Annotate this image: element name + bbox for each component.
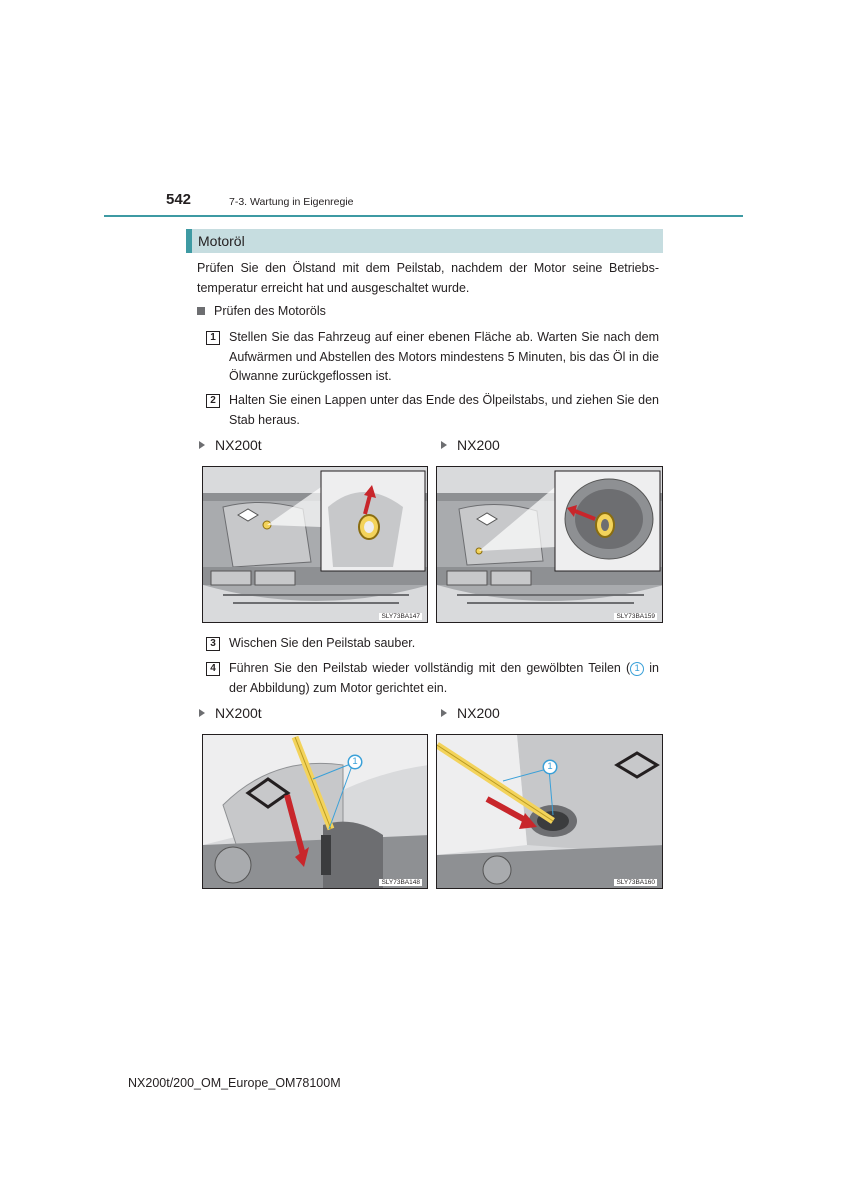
model-name: NX200t [215, 705, 262, 721]
step-number: 4 [206, 662, 220, 676]
figure-code: SLY73BA148 [381, 879, 420, 886]
square-bullet-icon [197, 307, 205, 315]
triangle-bullet-icon [199, 709, 205, 717]
callout-marker: 1 [348, 755, 362, 769]
step-text: Halten Sie einen Lappen unter das Ende des Ölpeilstabs, und ziehen Sie den Stab heraus. [229, 393, 659, 427]
step-text [229, 659, 659, 698]
heading-accent [186, 229, 192, 253]
model-label-nx200 [441, 437, 500, 453]
figure-nx200t-engine-bay [202, 466, 428, 623]
step-1 [206, 328, 659, 387]
model-label-nx200t [199, 437, 262, 453]
model-name: NX200t [215, 437, 262, 453]
step-text-before: Führen Sie den Peilstab wieder vollständig mit den gewölbten Teilen ( [229, 661, 631, 675]
engine-bay-illustration [437, 467, 663, 623]
dipstick-insert-illustration [437, 735, 663, 889]
heading-bar [186, 229, 663, 253]
footer-doc-id: NX200t/200_OM_Europe_OM78100M [128, 1076, 341, 1090]
step-2 [206, 391, 659, 430]
section-label: 7-3. Wartung in Eigenregie [229, 196, 354, 208]
dipstick-insert-illustration [203, 735, 428, 889]
intro-paragraph: Prüfen Sie den Ölstand mit dem Peilstab, nachdem der Motor seine Betriebs-temperatur erreicht hat und ausgeschaltet wurde. [197, 261, 659, 295]
figure-nx200t-dipstick-insert [202, 734, 428, 889]
figure-code: SLY73BA160 [616, 879, 655, 886]
header-rule [104, 215, 743, 217]
triangle-bullet-icon [441, 441, 447, 449]
triangle-bullet-icon [199, 441, 205, 449]
model-name: NX200 [457, 705, 500, 721]
sub-heading [197, 304, 326, 318]
model-label-nx200 [441, 705, 500, 721]
sub-heading-text: Prüfen des Motoröls [214, 304, 326, 318]
step-text: Wischen Sie den Peilstab sauber. [229, 636, 416, 650]
figure-code: SLY73BA159 [616, 613, 655, 620]
model-label-nx200t [199, 705, 262, 721]
step-text-after: in der Abbildung) zum Motor gerichtet ein. [229, 661, 660, 695]
engine-bay-illustration [203, 467, 428, 623]
step-number: 1 [206, 331, 220, 345]
figure-nx200-engine-bay [436, 466, 663, 623]
figure-nx200-dipstick-insert [436, 734, 663, 889]
figure-code: SLY73BA147 [381, 613, 420, 620]
callout-marker: 1 [630, 662, 644, 676]
step-text: Stellen Sie das Fahrzeug auf einer ebenen Fläche ab. Warten Sie nach dem Aufwärmen und Abstellen des Motors mindestens 5 Minuten, bis das Öl in die Ölwanne zurückgeflossen ist. [229, 330, 659, 383]
page-number: 542 [166, 191, 192, 208]
step-3 [206, 634, 659, 654]
step-4 [206, 659, 659, 698]
model-name: NX200 [457, 437, 500, 453]
section-heading: Motoröl [198, 233, 245, 249]
triangle-bullet-icon [441, 709, 447, 717]
callout-marker: 1 [543, 760, 557, 774]
step-number: 2 [206, 394, 220, 408]
step-number: 3 [206, 637, 220, 651]
